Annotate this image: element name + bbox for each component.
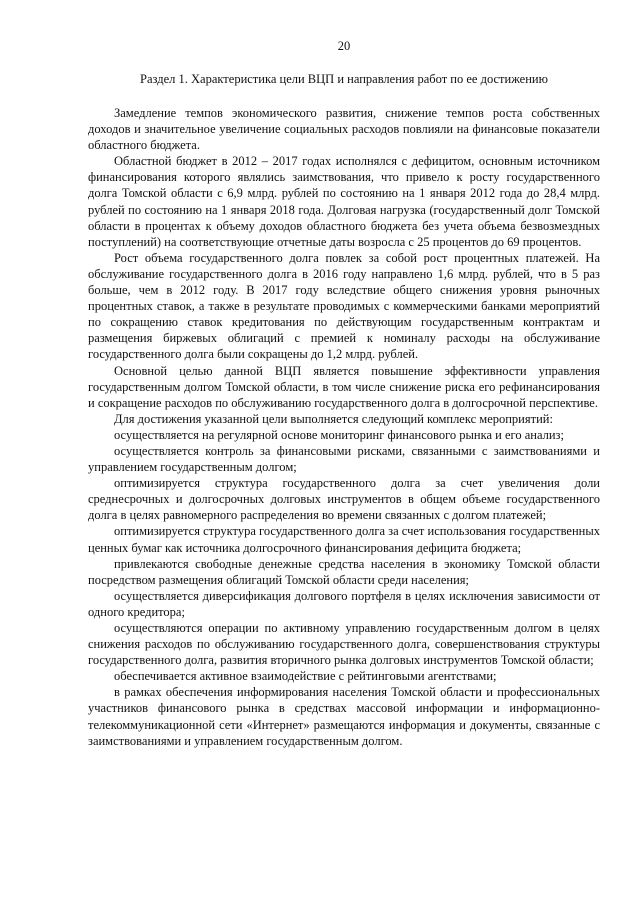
list-item: обеспечивается активное взаимодействие с рейтинговыми агентствами; xyxy=(114,669,497,684)
list-item: оптимизируется структура государственного долга за счет использования государственных ценных бумаг как источника долгосрочного финансирования дефицита бюджета; xyxy=(88,524,600,555)
list-item: осуществляется контроль за финансовыми рисками, связанными с заимствованиями и управлением государственным долгом; xyxy=(88,443,600,475)
paragraph: Замедление темпов экономического развития, снижение темпов роста собственных доходов и значительное увеличение социальных расходов повлияли на финансовые показатели областного бюджета. xyxy=(88,106,600,153)
paragraph: Основной целью данной ВЦП является повышение эффективности управления государственным долгом Томской области, в том числе снижение риска его рефинансирования и сокращение расходов по обслуживанию государственного долга в долгосрочной перспективе. xyxy=(88,363,600,410)
list-item: осуществляются операции по активному управлению государственным долгом в целях снижения расходов по обслуживанию государственного долга, совершенствования структуры государственного долга, развития вторичного рынка долговых инструментов Томской области; xyxy=(88,621,600,668)
list-item: в рамках обеспечения информирования населения Томской области и профессиональных участников финансового рынка в средствах массовой информации и информационно-телекоммуникационной сети «Интернет» размещаются информация и документы, связанные с заимствованиями и управлением государственным долгом. xyxy=(88,685,600,748)
paragraph: Для достижения указанной цели выполняется следующий комплекс мероприятий: xyxy=(114,411,553,426)
paragraph: Областной бюджет в 2012 – 2017 годах исполнялся с дефицитом, основным источником финансирования которого являлись заимствования, что привело к росту государственного долга Томской области с 6,9 млрд. рублей по состоянию на 1 января 2012 года до 28,4 млрд. рублей по состоянию на 1 января 2018 года. Долговая нагрузка (государственный долг Томской области в процентах к объему доходов областного бюджета без учета объема безвозмездных поступлений) на соответствующие отчетные даты возросла с 25 процентов до 69 процентов. xyxy=(88,154,600,249)
list-item: осуществляется на регулярной основе мониторинг финансового рынка и его анализ; xyxy=(114,427,564,442)
list-item: оптимизируется структура государственного долга за счет увеличения доли среднесрочных и долгосрочных долговых инструментов в общем объеме государственного долга в целях равномерного распределения во времени связанных с долгом платежей; xyxy=(88,476,600,523)
list-item: осуществляется диверсификация долгового портфеля в целях исключения зависимости от одного кредитора; xyxy=(88,588,600,619)
list-item: привлекаются свободные денежные средства населения в экономику Томской области посредством размещения облигаций Томской области среди населения; xyxy=(88,556,600,587)
section-heading: Раздел 1. Характеристика цели ВЦП и направления работ по ее достижению xyxy=(140,72,548,86)
page-number: 20 xyxy=(337,39,351,53)
paragraph: Рост объема государственного долга повлек за собой рост процентных платежей. На обслуживание государственного долга в 2016 году направлено 1,6 млрд. рублей, что в 5 раз больше, чем в 2012 году. В 2017 году вследствие общего снижения уровня рыночных процентных ставок, а также в результате проводимых с коммерческими банками мероприятий по сокращению ставок кредитования по действующим государственным контрактам и размещения биржевых облигаций с премией к номиналу расходы на обслуживание государственного долга были сокращены до 1,2 млрд. рублей. xyxy=(88,250,600,362)
body-text xyxy=(88,105,600,749)
